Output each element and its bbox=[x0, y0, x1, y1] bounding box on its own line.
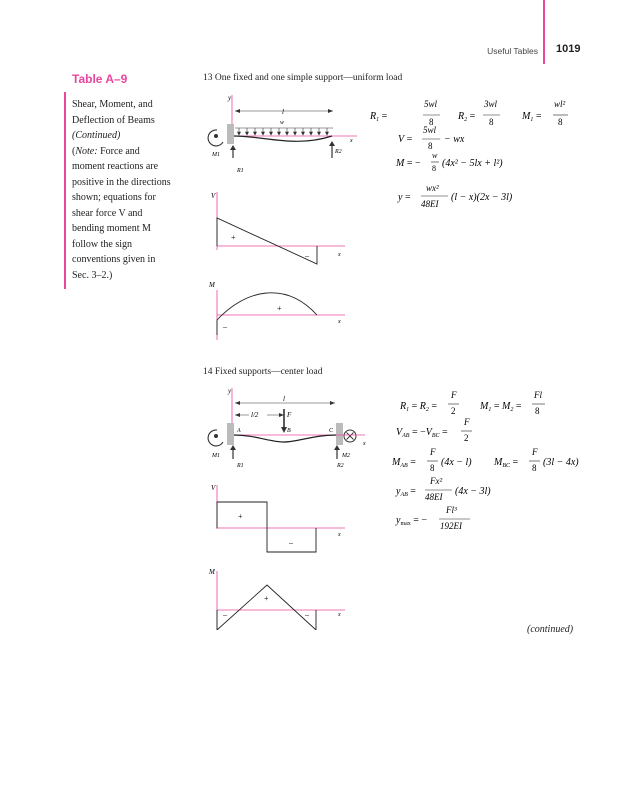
svg-text:wx²: wx² bbox=[426, 183, 439, 193]
case13-x-label: x bbox=[350, 138, 353, 144]
case13-v-label: V bbox=[211, 192, 216, 200]
svg-text:2: 2 bbox=[451, 406, 456, 416]
svg-text:2: 2 bbox=[464, 433, 469, 443]
svg-text:F: F bbox=[451, 390, 457, 400]
case13-m-label: M bbox=[209, 281, 215, 289]
case14-moment-plus: + bbox=[264, 594, 269, 603]
caption-line: positive in the directions bbox=[72, 176, 171, 188]
svg-text:8: 8 bbox=[428, 141, 433, 151]
case14-x-label: x bbox=[363, 441, 366, 447]
case14-point-c: C bbox=[329, 428, 334, 434]
case13-moment-minus: – bbox=[223, 322, 227, 331]
svg-text:w: w bbox=[432, 151, 438, 160]
case13-moment-diagram bbox=[217, 293, 317, 335]
svg-text:8: 8 bbox=[558, 117, 563, 127]
svg-text:8: 8 bbox=[432, 164, 436, 173]
case13-moment-plus: + bbox=[277, 304, 282, 313]
equation-deflection: y = (wx²/48EI)(l − x)(2x − 3l) y = bbox=[398, 192, 411, 203]
svg-text:8: 8 bbox=[535, 406, 540, 416]
case13-r2-label: R2 bbox=[335, 149, 342, 155]
equation-deflection-ab: yAB = (Fx²/48EI)(4x − 3l) $y_{AB}$ = bbox=[396, 486, 416, 498]
caption-line: moment reactions are bbox=[72, 161, 159, 172]
svg-text:48EI: 48EI bbox=[425, 492, 443, 502]
caption-line: Shear, Moment, and bbox=[72, 99, 153, 110]
case13-y-label: y bbox=[228, 94, 232, 102]
case14-right-wall bbox=[336, 423, 343, 445]
arrow-up-icon bbox=[329, 141, 335, 146]
moment-dot-icon bbox=[214, 134, 218, 138]
svg-text:8: 8 bbox=[489, 117, 494, 127]
equation-moment: M = −(w/8)(4x² − 5lx + l²) M = − bbox=[396, 158, 421, 169]
equation-max-deflection: ymax = −Fl³/192EI $y_{max}$ = − bbox=[396, 515, 428, 527]
svg-text:8: 8 bbox=[430, 463, 435, 473]
arrow-up-icon bbox=[230, 445, 236, 450]
case14-m2-label: M2 bbox=[342, 453, 350, 459]
svg-text:Fx²: Fx² bbox=[430, 476, 443, 486]
caption-line: shear force V and bbox=[72, 207, 143, 219]
svg-text:− wx: − wx bbox=[444, 134, 465, 145]
svg-text:5wl: 5wl bbox=[423, 125, 437, 135]
caption-line: Deflection of Beams bbox=[72, 114, 155, 126]
case14-moment-minus-right: – bbox=[305, 610, 309, 619]
case14-point-a: A bbox=[237, 428, 241, 434]
case14-r2-label: R2 bbox=[337, 463, 344, 469]
svg-text:wl²: wl² bbox=[554, 99, 566, 109]
caption-line: follow the sign bbox=[72, 238, 132, 250]
arrow-up-icon bbox=[334, 445, 340, 450]
case13-v-x-label: x bbox=[338, 252, 341, 258]
svg-text:8: 8 bbox=[532, 463, 537, 473]
table-caption bbox=[72, 97, 190, 283]
case13-equations bbox=[360, 95, 590, 225]
case14-v-label: V bbox=[211, 484, 216, 492]
case13-r1-label: R1 bbox=[237, 168, 244, 174]
equation-shear: VAB = −VBC = F/2 $V_{AB} = -V_{BC}$ = bbox=[396, 427, 448, 439]
svg-text:(4x² − 5lx + l²): (4x² − 5lx + l²) bbox=[442, 158, 503, 169]
caption-line: conventions given in bbox=[72, 254, 156, 265]
case14-l2-label: l/2 bbox=[251, 411, 259, 419]
case13-title: 13 One fixed and one simple support—uniform load bbox=[203, 73, 403, 83]
case14-v-x-label: x bbox=[338, 532, 341, 538]
case14-shear-plus: + bbox=[238, 512, 243, 521]
svg-text:(4x − l): (4x − l) bbox=[441, 457, 472, 468]
svg-text:(4x − 3l): (4x − 3l) bbox=[455, 486, 491, 497]
header-rule bbox=[543, 0, 545, 64]
equation-end-moments: M1 = M2 = Fl/8 $M_1 = M_2$ = bbox=[480, 401, 522, 413]
case14-y-label: y bbox=[228, 387, 232, 395]
case14-shear-diagram bbox=[217, 502, 316, 552]
case13-fixed-wall bbox=[227, 124, 234, 144]
svg-text:(l − x)(2x − 3l): (l − x)(2x − 3l) bbox=[451, 192, 513, 203]
arrow-right-icon bbox=[328, 109, 333, 113]
moment-arrow-icon bbox=[208, 130, 223, 146]
moment-arrow-icon bbox=[208, 430, 223, 446]
running-header: Useful Tables bbox=[487, 46, 538, 56]
sidebar-rule bbox=[64, 92, 66, 289]
case14-left-wall bbox=[227, 423, 234, 445]
caption-line: shown; equations for bbox=[72, 192, 156, 203]
case13-deflected-beam bbox=[234, 136, 332, 141]
case14-moment-diagram bbox=[217, 585, 316, 630]
equation-moment-bc: MBC = (F/8)(3l − 4x) $M_{BC}$ = bbox=[494, 457, 519, 469]
svg-text:48EI: 48EI bbox=[421, 199, 439, 209]
case14-moment-minus-left: – bbox=[223, 610, 227, 619]
svg-text:Fl: Fl bbox=[534, 390, 542, 400]
case13-shear-plus: + bbox=[231, 233, 236, 242]
case13-w-label: w bbox=[280, 120, 285, 126]
equation-shear: V = 5wl/8 − wx V = bbox=[398, 134, 413, 145]
case14-point-b: B bbox=[287, 428, 291, 434]
case14-f-label: F bbox=[287, 411, 292, 419]
case13-shear-minus: – bbox=[305, 251, 309, 260]
case14-m1-label: M1 bbox=[212, 453, 220, 459]
caption-line: (Continued) bbox=[72, 130, 121, 141]
svg-text:3wl: 3wl bbox=[484, 99, 498, 109]
arrow-right-icon bbox=[330, 401, 335, 405]
case14-m-x-label: x bbox=[338, 612, 341, 618]
arrow-left-icon bbox=[235, 413, 240, 417]
page-number: 1019 bbox=[556, 43, 581, 55]
case14-equations bbox=[360, 385, 590, 545]
equation-r2: R2 = 3wl/8 $R_2$ = bbox=[458, 111, 476, 123]
caption-line: Sec. 3–2.) bbox=[72, 269, 113, 281]
case13-m-x-label: x bbox=[338, 319, 341, 325]
arrow-up-icon bbox=[230, 145, 236, 150]
svg-text:192EI: 192EI bbox=[440, 521, 462, 531]
case14-deflected-beam bbox=[234, 435, 336, 442]
svg-text:(3l − 4x): (3l − 4x) bbox=[543, 457, 579, 468]
case13-figure bbox=[195, 90, 365, 340]
moment-dot-icon bbox=[214, 434, 218, 438]
case14-m-label: M bbox=[209, 568, 215, 576]
svg-text:F: F bbox=[464, 417, 470, 427]
svg-text:8: 8 bbox=[429, 117, 434, 127]
equation-reactions: R1 = R2 = F/2 $R_1 = R_2$ = bbox=[400, 401, 437, 413]
case14-figure bbox=[195, 385, 375, 630]
svg-text:5wl: 5wl bbox=[424, 99, 438, 109]
arrow-left-icon bbox=[235, 109, 240, 113]
svg-text:F: F bbox=[532, 447, 538, 457]
case13-l-label: l bbox=[282, 108, 284, 116]
equation-r1: R1 = 5wl/8 $R_1$ = bbox=[370, 111, 388, 123]
equation-m1: M1 = wl²/8 $M_1$ = bbox=[522, 111, 542, 123]
case14-shear-minus: – bbox=[289, 538, 293, 547]
svg-text:Fl³: Fl³ bbox=[446, 505, 457, 515]
uniform-load-arrows-icon bbox=[235, 128, 333, 135]
caption-line: (Note: Force and bbox=[72, 145, 140, 157]
arrow-left-icon bbox=[235, 401, 240, 405]
equation-moment-ab: MAB = (F/8)(4x − l) $M_{AB}$ = bbox=[392, 457, 416, 469]
case13-m1-label: M1 bbox=[212, 152, 220, 158]
continued-note: (continued) bbox=[527, 624, 574, 635]
case14-title: 14 Fixed supports—center load bbox=[203, 367, 323, 377]
case14-r1-label: R1 bbox=[237, 463, 244, 469]
svg-text:F: F bbox=[430, 447, 436, 457]
table-title: Table A–9 bbox=[72, 72, 128, 86]
caption-line: bending moment M bbox=[72, 223, 151, 234]
case14-l-label: l bbox=[283, 395, 285, 403]
